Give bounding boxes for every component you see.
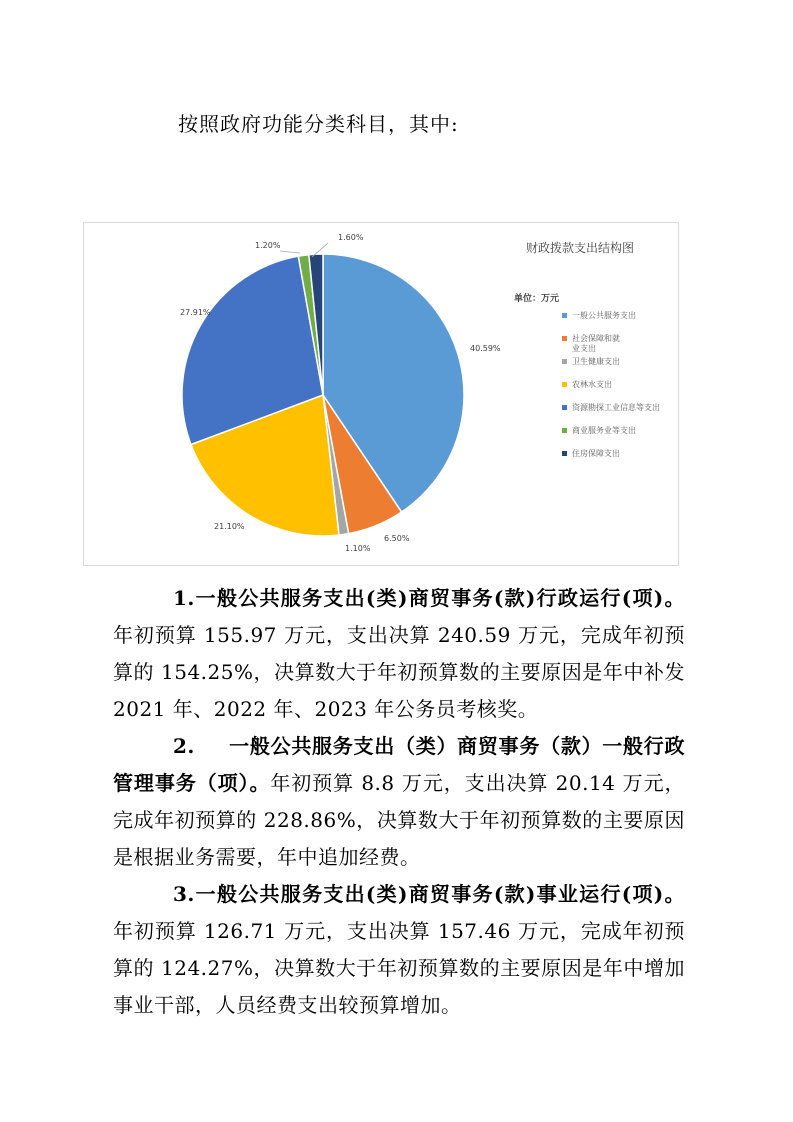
legend-item-6 <box>562 426 672 436</box>
legend-swatch <box>562 359 567 364</box>
item-2-body: 年初预算 8.8 万元，支出决算 20.14 万元，完成年初预算的 228.86%，决算数大于年初预算数的主要原因是根据业务需要，年中追加经费。 <box>113 771 686 869</box>
legend-item-4 <box>562 380 672 390</box>
item-2-number: 2. <box>173 734 195 758</box>
item-1 <box>113 580 685 728</box>
legend-item-1 <box>562 311 672 321</box>
legend-label: 一般公共服务支出 <box>572 311 636 320</box>
legend-swatch <box>562 382 567 387</box>
legend-item-5 <box>562 403 672 413</box>
legend-item-7 <box>562 449 672 459</box>
data-label-3: 1.10% <box>345 544 371 553</box>
item-1-heading: 1.一般公共服务支出(类)商贸事务(款)行政运行(项)。 <box>173 586 685 610</box>
data-label-6: 1.20% <box>255 241 281 250</box>
legend-label: 卫生健康支出 <box>572 357 620 366</box>
legend-label: 资源勘探工业信息等支出 <box>572 403 660 412</box>
item-3-heading: 3.一般公共服务支出(类)商贸事务(款)事业运行(项)。 <box>173 882 685 906</box>
data-label-2: 6.50% <box>384 534 410 543</box>
legend-label: 农林水支出 <box>572 380 612 389</box>
item-1-body: 年初预算 155.97 万元，支出决算 240.59 万元，完成年初预算的 154.25%，决算数大于年初预算数的主要原因是年中补发 2021 年、2022 年、2023 年公务员考核奖。 <box>113 623 685 721</box>
item-3 <box>113 876 685 1024</box>
unit-label: 单位：万元 <box>514 294 560 304</box>
pie-chart <box>83 222 679 566</box>
data-label-7: 1.60% <box>338 233 364 242</box>
leader-line-6 <box>280 251 300 253</box>
legend-swatch <box>562 313 567 318</box>
legend-item-2 <box>562 334 624 354</box>
legend-swatch <box>562 405 567 410</box>
legend-label: 商业服务业等支出 <box>572 426 636 435</box>
legend-label: 住房保障支出 <box>572 449 620 458</box>
legend-label: 社会保障和就业支出 <box>572 334 620 353</box>
chart-legend <box>562 311 672 472</box>
data-label-4: 21.10% <box>214 522 245 531</box>
data-label-5: 27.91% <box>180 308 211 317</box>
item-3-body: 年初预算 126.71 万元，支出决算 157.46 万元，完成年初预算的 124.27%，决算数大于年初预算数的主要原因是年中增加事业干部，人员经费支出较预算增加。 <box>113 919 685 1017</box>
item-2 <box>113 728 685 876</box>
legend-swatch <box>562 428 567 433</box>
chart-title: 财政拨款支出结构图 <box>526 241 635 255</box>
legend-swatch <box>562 336 567 341</box>
legend-swatch <box>562 451 567 456</box>
legend-item-3 <box>562 357 672 367</box>
item-2-heading: 一般公共服务支出（类）商贸事务（款）一般行政管理事务（项）。 <box>113 734 685 795</box>
data-label-1: 40.59% <box>470 344 501 353</box>
intro-text: 按照政府功能分类科目，其中: <box>178 112 459 136</box>
